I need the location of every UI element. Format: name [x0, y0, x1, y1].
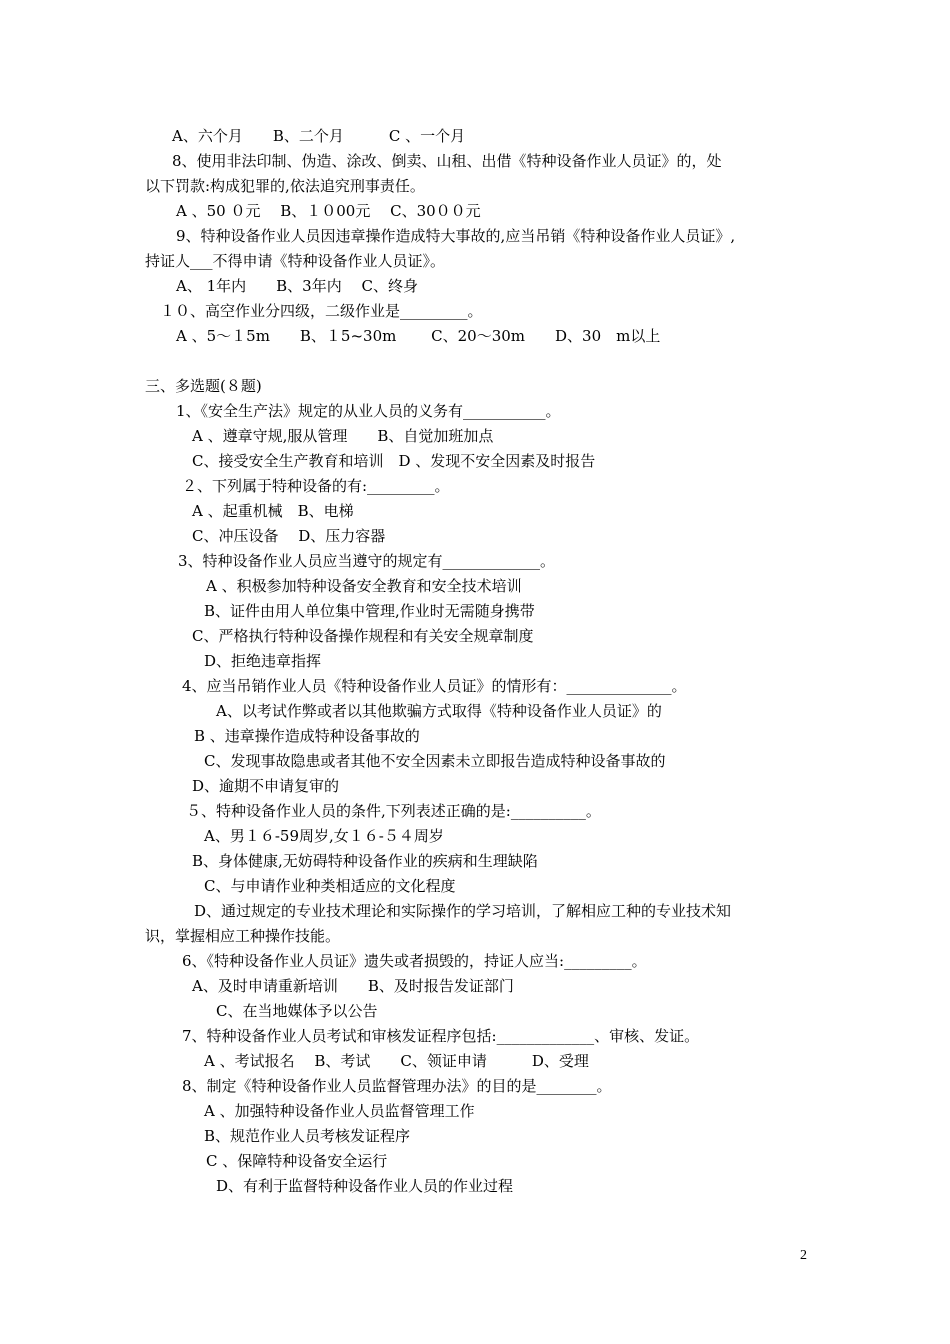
option-line: B 、违章操作造成特种设备事故的	[194, 727, 420, 745]
option-line: A 、起重机械 B、电梯	[192, 502, 354, 520]
option-line: C、发现事故隐患或者其他不安全因素未立即报告造成特种设备事故的	[204, 752, 666, 770]
question-text: ５、特种设备作业人员的条件,下列表述正确的是:__________。	[186, 802, 601, 820]
option-line: A 、考试报名 B、考试 C、领证申请 D、受理	[204, 1052, 589, 1070]
text-line: 以下罚款:构成犯罪的,依法追究刑事责任。	[145, 177, 425, 195]
option-line: D、逾期不申请复审的	[192, 777, 340, 795]
option-line: 识，掌握相应工种操作技能。	[145, 927, 341, 945]
text-line: 8、使用非法印制、伪造、涂改、倒卖、山租、出借《特种设备作业人员证》的，处	[172, 152, 722, 170]
text-line: １０、高空作业分四级，二级作业是_________。	[160, 302, 483, 320]
option-line: A、男１６-59周岁,女１６-５４周岁	[204, 827, 444, 845]
text-line: A、六个月 B、二个月 C 、一个月	[172, 127, 466, 145]
option-line: A 、加强特种设备作业人员监督管理工作	[204, 1102, 475, 1120]
option-line: C、接受安全生产教育和培训 D 、发现不安全因素及时报告	[192, 452, 596, 470]
option-line: B、身体健康,无妨碍特种设备作业的疾病和生理缺陷	[192, 852, 538, 870]
text-line: 持证人___不得申请《特种设备作业人员证》。	[145, 252, 446, 270]
text-line: A 、5～１5m B、１5~30m C、20～30m D、30 m以上	[176, 327, 661, 345]
option-line: A、及时申请重新培训 B、及时报告发证部门	[192, 977, 514, 995]
text-line: 9、特种设备作业人员因违章操作造成特大事故的,应当吊销《特种设备作业人员证》,	[176, 227, 736, 245]
option-line: A、以考试作弊或者以其他欺骗方式取得《特种设备作业人员证》的	[216, 702, 662, 720]
page-number: 2	[800, 1248, 807, 1263]
option-line: C、在当地媒体予以公告	[216, 1002, 378, 1020]
option-line: A 、遵章守规,服从管理 B、自觉加班加点	[192, 427, 494, 445]
option-line: A 、积极参加特种设备安全教育和安全技术培训	[206, 577, 522, 595]
question-text: 1、《安全生产法》规定的从业人员的义务有___________。	[176, 402, 561, 420]
section-heading: 三、多选题(８题)	[145, 377, 262, 395]
question-text: 6、《特种设备作业人员证》遗失或者损毁的，持证人应当:_________。	[182, 952, 647, 970]
option-line: C、严格执行特种设备操作规程和有关安全规章制度	[192, 627, 534, 645]
text-line: A、 1年内 B、3年内 C、终身	[176, 277, 418, 295]
question-text: 7、特种设备作业人员考试和审核发证程序包括:_____________、审核、发证。	[182, 1027, 700, 1045]
option-line: B、证件由用人单位集中管理,作业时无需随身携带	[204, 602, 535, 620]
option-line: B、规范作业人员考核发证程序	[204, 1127, 411, 1145]
question-text: 3、特种设备作业人员应当遵守的规定有_____________。	[178, 552, 556, 570]
option-line: C、与申请作业种类相适应的文化程度	[204, 877, 456, 895]
text-line: A 、50 ０元 B、１０00元 C、30００元	[176, 202, 481, 220]
option-line: D、有利于监督特种设备作业人员的作业过程	[216, 1177, 514, 1195]
option-line: C、冲压设备 D、压力容器	[192, 527, 386, 545]
option-line: D、通过规定的专业技术理论和实际操作的学习培训，了解相应工种的专业技术知	[194, 902, 732, 920]
question-text: ２、下列属于特种设备的有:_________。	[182, 477, 450, 495]
question-text: 4、应当吊销作业人员《特种设备作业人员证》的情形有：______________。	[182, 677, 687, 695]
option-line: D、拒绝违章指挥	[204, 652, 322, 670]
question-text: 8、制定《特种设备作业人员监督管理办法》的目的是________。	[182, 1077, 612, 1095]
option-line: C 、保障特种设备安全运行	[206, 1152, 388, 1170]
